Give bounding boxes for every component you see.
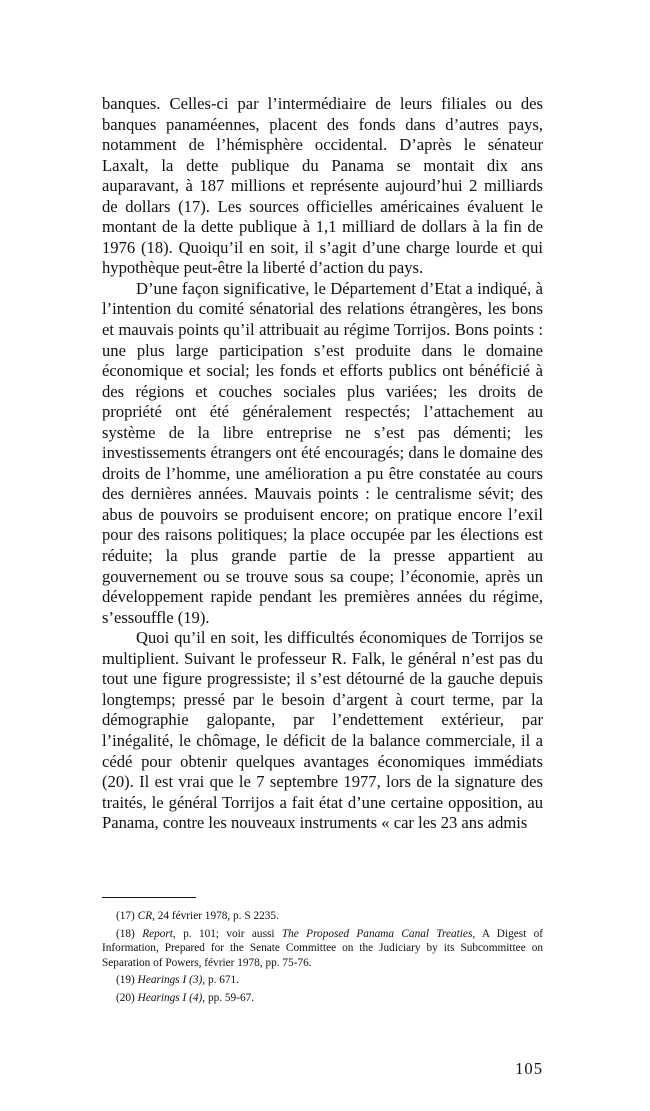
footnote-17 xyxy=(102,909,543,924)
footnote-text: A Digest of Information, Prepared for the Senate Committee on the Judiciary by its Subcommittee on Separation of Powers, février 1978, pp. 75-76. xyxy=(102,927,544,969)
paragraph-2: D’une façon significative, le Département d’Etat a indiqué, à l’intention du comité sénatorial des relations étrangères, les bons et mauvais points qu’il attribuait au régime Torrijos. Bons points : une plus large participation s’est produite dans le domaine économique et social; les fonds et efforts publics ont bénéficié à des régions et couches sociales plus variées; les droits de propriété ont été généralement respectés; l’attachement au système de la libre entreprise ne s’est pas démenti; les investissements étrangers ont été encouragés; dans le domaine des droits de l’homme, une amélioration a pu être constatée au cours des dernières années. Mauvais points : le centralisme sévit; des abus de pouvoirs se produisent encore; on pratique encore l’exil pour des raisons politiques; la place occupée par les élections est réduite; la plus grande partie de la presse appartient au gouvernement ou se trouve sous sa coupe; l’économie, après un développement rapide pendant les premières années du régime, s’essouffle (19). xyxy=(102,278,543,627)
footnote-source: Hearings I (3), xyxy=(137,974,206,987)
paragraph-3: Quoi qu’il en soit, les difficultés économiques de Torrijos se multiplient. Suivant le professeur R. Falk, le général n’est pas du tout une figure progressiste; il s’est détourné de la gauche depuis longtemps; pressé par le besoin d’argent à court terme, par la démographie galopante, par l’endettement extérieur, par l’inégalité, le chômage, le déficit de la balance commerciale, il a cédé pour obtenir quelques avantages économiques immédiats (20). Il est vrai que le 7 septembre 1977, lors de la signature des traités, le général Torrijos a fait état d’une certaine opposition, au Panama, contre les nouveaux instruments « car les 23 ans admis xyxy=(102,628,543,833)
footnote-separator xyxy=(102,897,196,898)
footnote-20 xyxy=(102,991,543,1006)
body-text xyxy=(102,94,543,834)
footnote-19 xyxy=(102,973,543,988)
footnote-number: (17) xyxy=(116,910,135,922)
footnote-source: The Proposed Panama Canal Treaties, xyxy=(281,927,476,940)
footnote-number: (19) xyxy=(116,974,135,987)
footnote-source: CR, xyxy=(137,910,155,922)
footnote-18 xyxy=(102,927,543,971)
footnote-text: p. 671. xyxy=(207,974,240,987)
footnotes xyxy=(102,909,543,1006)
footnote-source: Report, xyxy=(142,927,176,940)
paragraph-1: banques. Celles-ci par l’intermédiaire de leurs filiales ou des banques panaméennes, placent des fonds dans d’autres pays, notamment de l’hémisphère occidental. D’après le sénateur Laxalt, la dette publique du Panama se montait dix ans auparavant, à 187 millions et représente aujourd’hui 2 milliards de dollars (17). Les sources officielles américaines évaluent le montant de la dette publique à 1,1 milliard de dollars à la fin de 1976 (18). Quoiqu’il en soit, il s’agit d’une charge lourde et qui hypothèque peut-être la liberté d’action du pays. xyxy=(102,94,543,278)
footnote-text: 24 février 1978, p. S 2235. xyxy=(157,910,279,922)
footnote-number: (20) xyxy=(116,991,135,1004)
footnote-text: p. 101; voir aussi xyxy=(183,927,275,940)
footnote-source: Hearings I (4), xyxy=(137,991,206,1004)
footnote-text: pp. 59-67. xyxy=(207,991,255,1004)
footnote-number: (18) xyxy=(116,927,135,940)
page-number: 105 xyxy=(515,1059,543,1078)
